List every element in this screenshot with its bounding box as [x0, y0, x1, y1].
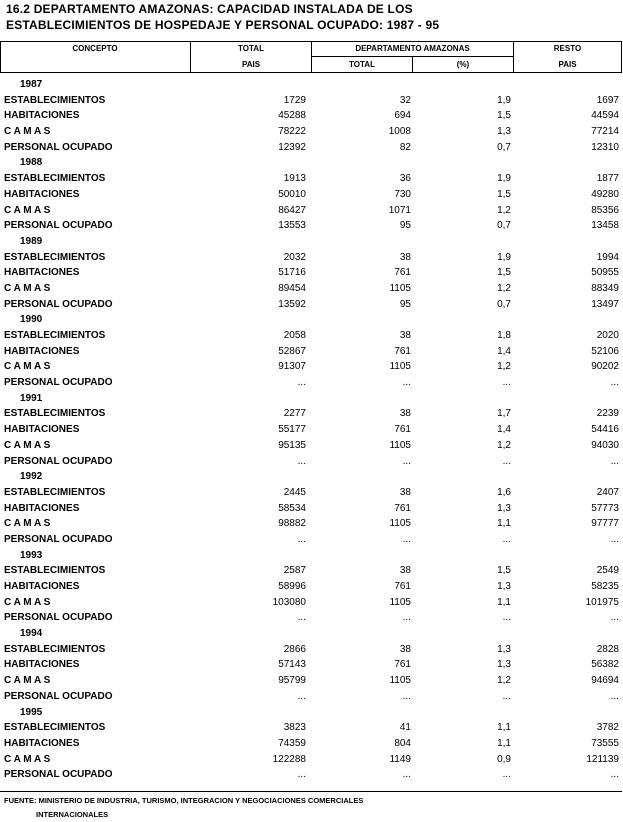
cell-amazonas-pct: ...	[502, 455, 511, 467]
row-label: C A M A S	[4, 126, 51, 138]
year-row	[0, 392, 622, 408]
table-row	[0, 125, 622, 141]
cell-amazonas-total: 32	[399, 94, 411, 106]
cell-total-pais: 78222	[278, 126, 306, 138]
table-body	[0, 78, 622, 784]
source-note-cont: INTERNACIONALES	[36, 810, 109, 819]
cell-amazonas-total: 1105	[389, 518, 411, 530]
cell-amazonas-pct: 0,7	[497, 220, 511, 232]
header-total-pais: PAIS	[241, 60, 261, 69]
cell-resto-pais: 121139	[586, 753, 619, 765]
cell-amazonas-pct: 1,1	[497, 722, 511, 734]
cell-total-pais: ...	[297, 690, 306, 702]
cell-resto-pais: 58235	[591, 581, 619, 592]
cell-total-pais: ...	[297, 455, 306, 467]
cell-total-pais: 2587	[283, 565, 306, 577]
cell-resto-pais: ...	[610, 455, 619, 467]
cell-amazonas-total: 38	[399, 486, 411, 498]
cell-total-pais: 1913	[283, 173, 306, 185]
table-row	[0, 204, 622, 220]
row-label: ESTABLECIMIENTOS	[4, 251, 106, 263]
year-row	[0, 313, 622, 329]
year-row	[0, 78, 622, 94]
table-row	[0, 753, 622, 769]
row-label: HABITACIONES	[4, 345, 80, 357]
cell-total-pais: 58534	[278, 502, 306, 514]
cell-amazonas-total: 1105	[389, 439, 411, 451]
cell-total-pais: 51716	[278, 267, 306, 279]
cell-resto-pais: 94030	[591, 439, 619, 451]
cell-amazonas-total: 761	[394, 502, 411, 514]
row-label: ESTABLECIMIENTOS	[4, 643, 106, 655]
table-row	[0, 564, 622, 580]
cell-resto-pais: 3782	[596, 722, 619, 734]
year-label: 1988	[20, 157, 43, 169]
cell-total-pais: 98882	[278, 518, 306, 530]
cell-resto-pais: 1994	[596, 251, 619, 263]
cell-amazonas-pct: 0,7	[497, 141, 511, 153]
cell-total-pais: 13592	[278, 298, 306, 310]
table-row	[0, 423, 622, 439]
year-row	[0, 156, 622, 172]
cell-amazonas-total: 95	[399, 298, 411, 310]
row-label: C A M A S	[4, 439, 51, 451]
table-row	[0, 219, 622, 235]
row-label: ESTABLECIMIENTOS	[4, 565, 106, 577]
table-row	[0, 407, 622, 423]
table-row	[0, 439, 622, 455]
table-row	[0, 502, 622, 518]
row-label: HABITACIONES	[4, 267, 80, 279]
cell-total-pais: 50010	[278, 188, 306, 200]
row-label: ESTABLECIMIENTOS	[4, 330, 106, 341]
table-row	[0, 266, 622, 282]
cell-resto-pais: 44594	[591, 110, 619, 122]
cell-amazonas-pct: 1,3	[497, 502, 511, 514]
row-label: C A M A S	[4, 753, 51, 765]
table-row	[0, 658, 622, 674]
cell-total-pais: 2032	[283, 251, 306, 263]
cell-resto-pais: 101975	[585, 596, 619, 608]
year-row	[0, 627, 622, 643]
cell-total-pais: 86427	[278, 204, 306, 216]
cell-amazonas-pct: 1,2	[497, 282, 511, 294]
cell-resto-pais: 90202	[591, 361, 619, 373]
cell-amazonas-pct: ...	[502, 769, 511, 781]
year-label: 1995	[20, 706, 43, 718]
row-label: HABITACIONES	[4, 110, 80, 122]
cell-total-pais: ...	[297, 533, 306, 545]
cell-resto-pais: 12310	[591, 141, 619, 153]
year-row	[0, 470, 622, 486]
cell-amazonas-pct: 1,5	[497, 565, 511, 577]
table-row	[0, 172, 622, 188]
row-label: C A M A S	[4, 596, 51, 608]
cell-total-pais: 91307	[278, 361, 306, 373]
table-row	[0, 533, 622, 549]
table-row	[0, 94, 622, 110]
table-row	[0, 188, 622, 204]
cell-amazonas-pct: ...	[502, 612, 511, 624]
row-label: ESTABLECIMIENTOS	[4, 722, 106, 734]
table-row	[0, 486, 622, 502]
cell-amazonas-pct: 1,5	[497, 188, 511, 200]
table-row	[0, 690, 622, 706]
cell-amazonas-pct: ...	[502, 690, 511, 702]
row-label: PERSONAL OCUPADO	[4, 455, 113, 467]
cell-resto-pais: 2407	[596, 486, 619, 498]
cell-total-pais: ...	[297, 612, 306, 624]
row-label: ESTABLECIMIENTOS	[4, 94, 106, 106]
cell-total-pais: 3823	[283, 722, 306, 734]
year-label: 1994	[20, 628, 43, 640]
cell-total-pais: ...	[297, 769, 306, 781]
table-row	[0, 345, 622, 361]
cell-total-pais: 2277	[283, 408, 306, 420]
row-label: PERSONAL OCUPADO	[4, 298, 113, 310]
row-label: HABITACIONES	[4, 502, 80, 514]
row-label: PERSONAL OCUPADO	[4, 690, 113, 702]
cell-total-pais: 12392	[278, 141, 306, 153]
cell-amazonas-pct: 1,8	[497, 330, 511, 341]
cell-amazonas-pct: 1,2	[497, 361, 511, 373]
cell-resto-pais: 97777	[591, 518, 619, 530]
cell-amazonas-pct: 1,3	[497, 581, 511, 592]
row-label: PERSONAL OCUPADO	[4, 533, 113, 545]
cell-amazonas-pct: 1,4	[497, 424, 511, 436]
table-row	[0, 141, 622, 157]
cell-amazonas-total: 1008	[388, 126, 411, 138]
cell-resto-pais: 77214	[591, 126, 619, 138]
cell-total-pais: ...	[297, 377, 306, 389]
table-row	[0, 737, 622, 753]
year-label: 1990	[20, 314, 43, 326]
cell-resto-pais: 2828	[596, 643, 619, 655]
table-row	[0, 643, 622, 659]
cell-resto-pais: 94694	[591, 675, 619, 687]
cell-amazonas-pct: 1,7	[497, 408, 511, 420]
table-row	[0, 768, 622, 784]
row-label: HABITACIONES	[4, 659, 80, 671]
cell-amazonas-total: ...	[402, 612, 411, 624]
header-resto: RESTO	[553, 44, 582, 53]
table-row	[0, 674, 622, 690]
table-row	[0, 596, 622, 612]
cell-total-pais: 57143	[278, 659, 306, 671]
cell-amazonas-total: 1071	[388, 204, 411, 216]
cell-amazonas-total: 761	[394, 659, 411, 671]
cell-resto-pais: 2239	[596, 408, 619, 420]
cell-amazonas-total: 36	[399, 173, 411, 185]
year-label: 1991	[20, 392, 43, 404]
cell-resto-pais: 1697	[596, 94, 619, 106]
year-row	[0, 706, 622, 722]
cell-amazonas-pct: 1,3	[497, 126, 511, 138]
cell-amazonas-total: 38	[399, 330, 411, 341]
cell-total-pais: 2058	[283, 330, 306, 341]
cell-amazonas-pct: 1,9	[497, 173, 511, 185]
header-depto-total: TOTAL	[349, 60, 375, 69]
cell-amazonas-total: 1105	[389, 596, 411, 608]
cell-amazonas-pct: 1,2	[497, 204, 511, 216]
row-label: ESTABLECIMIENTOS	[4, 408, 106, 420]
cell-amazonas-pct: ...	[502, 533, 511, 545]
cell-amazonas-total: 761	[394, 345, 411, 357]
year-label: 1992	[20, 471, 43, 483]
cell-amazonas-pct: 1,9	[497, 251, 511, 263]
row-label: HABITACIONES	[4, 737, 80, 749]
cell-amazonas-total: 1105	[389, 675, 411, 687]
cell-total-pais: 2866	[283, 643, 306, 655]
cell-resto-pais: 57773	[591, 502, 619, 514]
row-label: PERSONAL OCUPADO	[4, 220, 113, 232]
table-header	[0, 41, 622, 73]
cell-total-pais: 1729	[283, 94, 306, 106]
table-row	[0, 455, 622, 471]
table-row	[0, 517, 622, 533]
cell-resto-pais: ...	[610, 690, 619, 702]
cell-amazonas-pct: 1,1	[497, 596, 511, 608]
cell-amazonas-total: 761	[394, 267, 411, 279]
cell-amazonas-total: 1105	[389, 361, 411, 373]
cell-amazonas-total: 804	[394, 737, 411, 749]
cell-amazonas-pct: 1,2	[497, 675, 511, 687]
cell-total-pais: 95799	[278, 675, 306, 687]
cell-resto-pais: ...	[610, 533, 619, 545]
cell-total-pais: 55177	[278, 424, 306, 436]
row-label: PERSONAL OCUPADO	[4, 141, 113, 153]
cell-amazonas-total: 38	[399, 643, 411, 655]
cell-amazonas-pct: 1,3	[497, 659, 511, 671]
table-row	[0, 611, 622, 627]
year-row	[0, 235, 622, 251]
footer-rule	[0, 791, 622, 792]
cell-amazonas-total: 38	[399, 251, 411, 263]
table-title-line1: 16.2 DEPARTAMENTO AMAZONAS: CAPACIDAD INSTALADA DE LOS	[6, 2, 413, 16]
cell-amazonas-total: 82	[399, 141, 411, 153]
cell-amazonas-total: ...	[402, 377, 411, 389]
year-label: 1987	[20, 79, 43, 90]
cell-resto-pais: 13458	[591, 220, 619, 232]
cell-resto-pais: 52106	[591, 345, 619, 357]
cell-total-pais: 122288	[272, 753, 306, 765]
header-vrule	[621, 41, 622, 73]
row-label: C A M A S	[4, 282, 51, 294]
header-resto-pais: PAIS	[558, 60, 577, 69]
cell-amazonas-pct: 1,4	[497, 345, 511, 357]
cell-amazonas-pct: 0,7	[497, 298, 511, 310]
cell-amazonas-pct: 0,9	[497, 753, 511, 765]
cell-total-pais: 52867	[278, 345, 306, 357]
row-label: ESTABLECIMIENTOS	[4, 486, 106, 498]
cell-amazonas-pct: ...	[502, 377, 511, 389]
header-total: TOTAL	[238, 44, 264, 53]
table-row	[0, 282, 622, 298]
cell-amazonas-total: 1105	[389, 282, 411, 294]
row-label: PERSONAL OCUPADO	[4, 769, 113, 781]
cell-resto-pais: 56382	[591, 659, 619, 671]
cell-resto-pais: 88349	[591, 282, 619, 294]
row-label: C A M A S	[4, 361, 51, 373]
year-label: 1993	[20, 549, 43, 561]
cell-total-pais: 45288	[278, 110, 306, 122]
cell-amazonas-total: 95	[399, 220, 411, 232]
cell-amazonas-total: 730	[394, 188, 411, 200]
header-concepto: CONCEPTO	[72, 44, 118, 53]
cell-resto-pais: 50955	[591, 267, 619, 279]
header-pct: (%)	[456, 60, 470, 69]
table-row	[0, 109, 622, 125]
cell-resto-pais: 49280	[591, 188, 619, 200]
cell-amazonas-total: 694	[394, 110, 411, 122]
cell-amazonas-pct: 1,2	[497, 439, 511, 451]
table-row	[0, 329, 622, 345]
row-label: PERSONAL OCUPADO	[4, 377, 113, 389]
row-label: C A M A S	[4, 518, 51, 530]
table-row	[0, 376, 622, 392]
row-label: HABITACIONES	[4, 581, 80, 592]
cell-total-pais: 74359	[278, 737, 306, 749]
cell-amazonas-total: 761	[394, 581, 411, 592]
cell-amazonas-total: 1149	[389, 753, 411, 765]
row-label: C A M A S	[4, 204, 51, 216]
cell-total-pais: 89454	[278, 282, 306, 294]
cell-amazonas-pct: 1,9	[497, 94, 511, 106]
source-note: FUENTE: MINISTERIO DE INDUSTRIA, TURISMO, INTEGRACION Y NEGOCIACIONES COMERCIALES	[4, 796, 364, 805]
cell-resto-pais: 2020	[596, 330, 619, 341]
cell-resto-pais: 1877	[596, 173, 619, 185]
cell-resto-pais: ...	[610, 769, 619, 781]
cell-amazonas-total: 41	[399, 722, 411, 734]
cell-total-pais: 13553	[278, 220, 306, 232]
table-row	[0, 360, 622, 376]
cell-amazonas-total: ...	[402, 533, 411, 545]
header-depto: DEPARTAMENTO AMAZONAS	[355, 44, 470, 53]
cell-total-pais: 2445	[283, 486, 306, 498]
cell-resto-pais: 2549	[596, 565, 619, 577]
cell-amazonas-total: 38	[399, 408, 411, 420]
cell-amazonas-pct: 1,6	[497, 486, 511, 498]
table-row	[0, 298, 622, 314]
cell-amazonas-pct: 1,1	[497, 518, 511, 530]
cell-amazonas-pct: 1,1	[497, 737, 511, 749]
cell-resto-pais: ...	[610, 377, 619, 389]
cell-amazonas-pct: 1,5	[497, 110, 511, 122]
table-row	[0, 251, 622, 267]
row-label: ESTABLECIMIENTOS	[4, 173, 106, 185]
cell-total-pais: 58996	[278, 581, 306, 592]
row-label: HABITACIONES	[4, 424, 80, 436]
cell-amazonas-total: ...	[402, 769, 411, 781]
cell-total-pais: 95135	[278, 439, 306, 451]
cell-amazonas-pct: 1,3	[497, 643, 511, 655]
year-row	[0, 549, 622, 565]
year-label: 1989	[20, 235, 43, 247]
row-label: HABITACIONES	[4, 188, 80, 200]
cell-total-pais: 103080	[272, 596, 306, 608]
cell-amazonas-total: 761	[394, 424, 411, 436]
row-label: C A M A S	[4, 675, 51, 687]
table-title-line2: ESTABLECIMIENTOS DE HOSPEDAJE Y PERSONAL OCUPADO: 1987 - 95	[6, 18, 440, 32]
cell-resto-pais: 73555	[591, 737, 619, 749]
cell-resto-pais: 13497	[591, 298, 619, 310]
cell-amazonas-pct: 1,5	[497, 267, 511, 279]
cell-amazonas-total: 38	[399, 565, 411, 577]
cell-resto-pais: 54416	[591, 424, 619, 436]
table-row	[0, 580, 622, 596]
cell-amazonas-total: ...	[402, 690, 411, 702]
cell-resto-pais: ...	[610, 612, 619, 624]
row-label: PERSONAL OCUPADO	[4, 612, 113, 624]
table-row	[0, 721, 622, 737]
cell-amazonas-total: ...	[402, 455, 411, 467]
cell-resto-pais: 85356	[591, 204, 619, 216]
